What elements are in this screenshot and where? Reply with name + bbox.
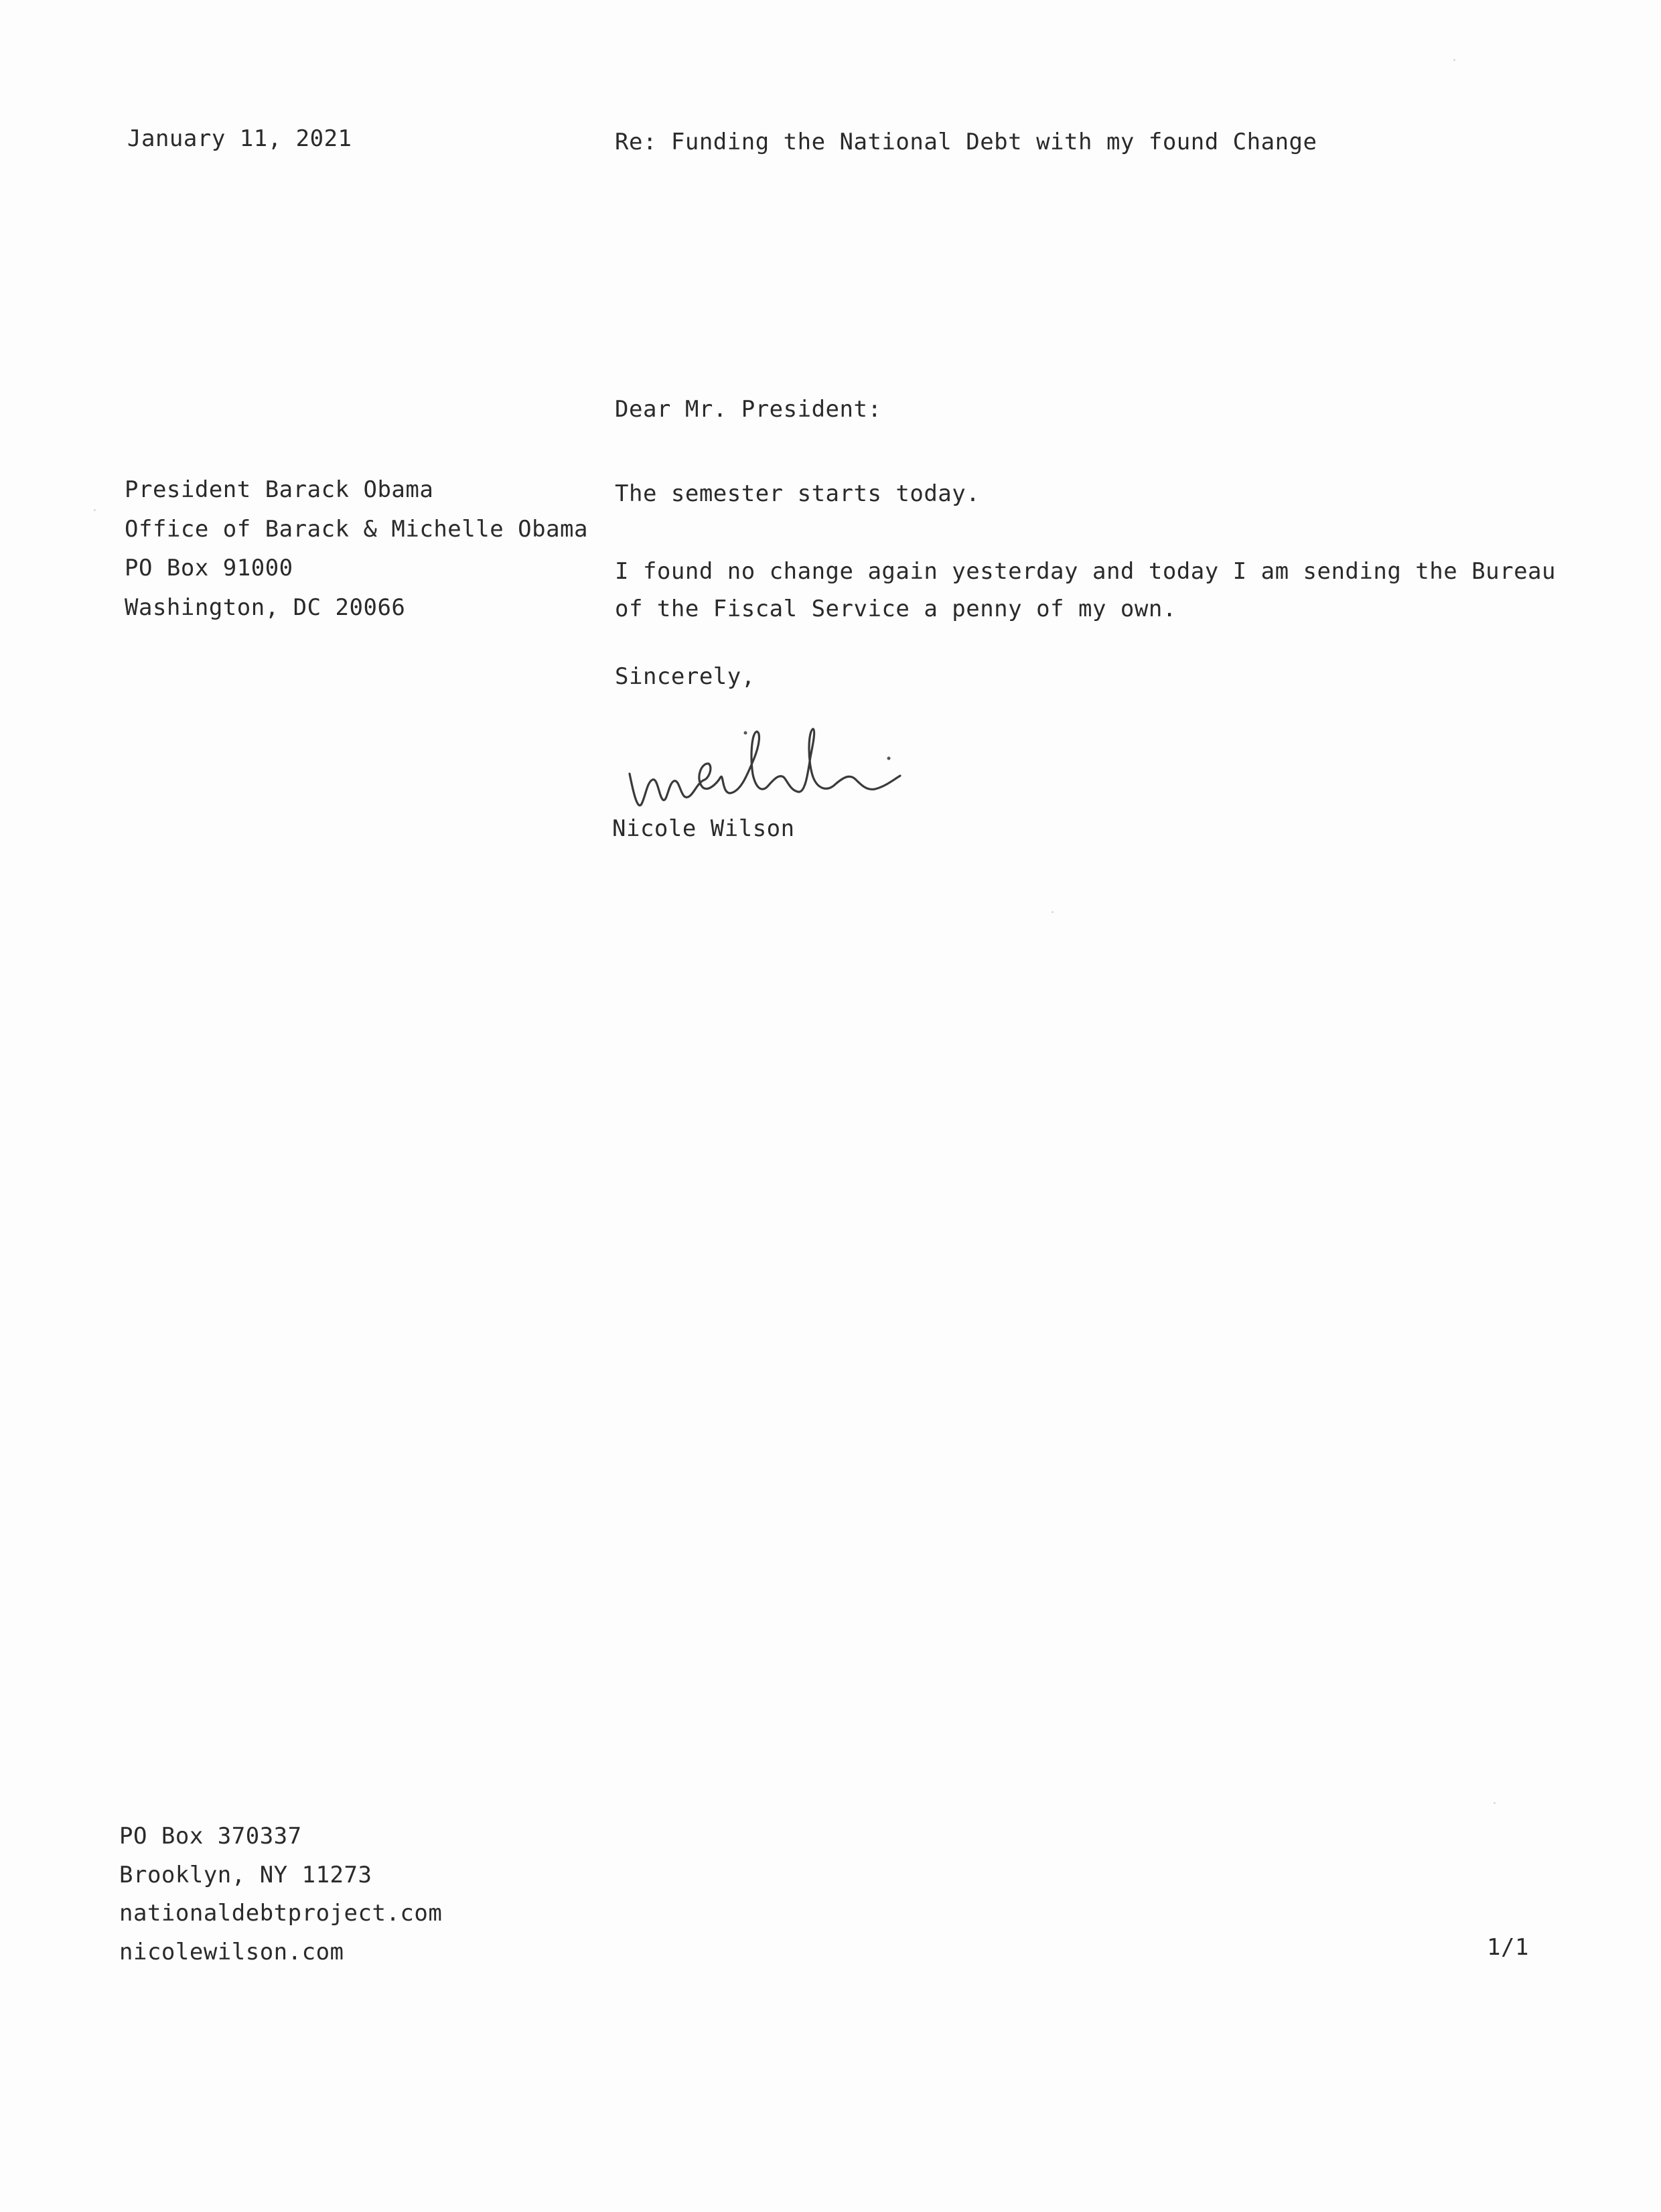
sender-website: nicolewilson.com bbox=[119, 1938, 344, 1965]
salutation: Dear Mr. President: bbox=[615, 396, 882, 423]
recipient-address-line: PO Box 91000 bbox=[125, 555, 293, 581]
letter-date: January 11, 2021 bbox=[127, 125, 352, 152]
body-paragraph bbox=[615, 553, 1556, 628]
signature-dot bbox=[887, 757, 891, 760]
closing: Sincerely, bbox=[615, 663, 755, 690]
body-line: I found no change again yesterday and today I am sending the Bureau bbox=[615, 558, 1556, 585]
sender-address-line: PO Box 370337 bbox=[119, 1823, 302, 1850]
signature-dot bbox=[744, 732, 747, 735]
page-number: 1/1 bbox=[1487, 1934, 1529, 1961]
handwritten-signature bbox=[623, 710, 971, 824]
body-paragraph bbox=[615, 474, 980, 514]
paper-speck bbox=[1052, 911, 1054, 913]
body-line: The semester starts today. bbox=[615, 480, 981, 507]
recipient-address-line: President Barack Obama bbox=[125, 476, 434, 503]
sender-address bbox=[119, 1817, 442, 1972]
paper-speck bbox=[94, 509, 96, 511]
sender-website: nationaldebtproject.com bbox=[119, 1900, 443, 1927]
paper-speck bbox=[1453, 59, 1455, 61]
subject-line: Re: Funding the National Debt with my found Change bbox=[615, 129, 1317, 155]
signature-stroke bbox=[630, 729, 900, 805]
sender-address-line: Brooklyn, NY 11273 bbox=[119, 1861, 372, 1888]
signer-name: Nicole Wilson bbox=[612, 815, 795, 842]
recipient-address-line: Washington, DC 20066 bbox=[125, 594, 406, 621]
recipient-address bbox=[125, 470, 588, 627]
paper-speck bbox=[1494, 1802, 1496, 1804]
recipient-address-line: Office of Barack & Michelle Obama bbox=[125, 515, 589, 543]
body-line: of the Fiscal Service a penny of my own. bbox=[615, 596, 1177, 622]
